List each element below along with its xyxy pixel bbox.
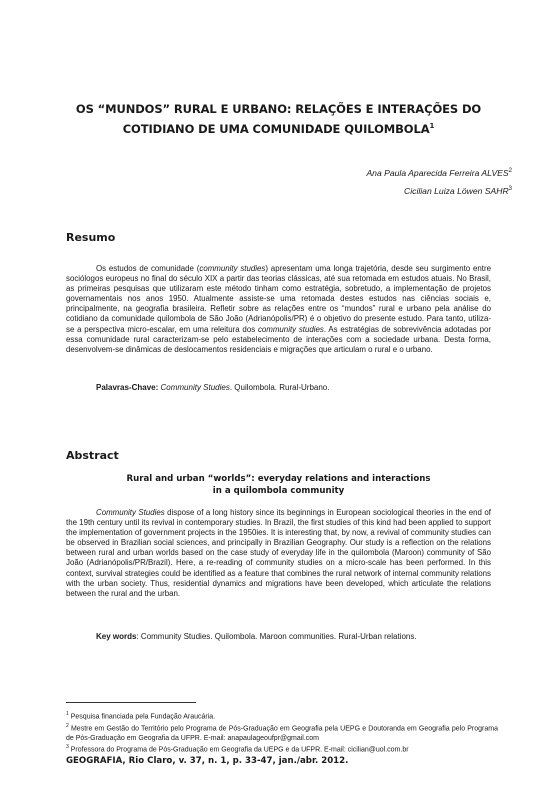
paper-title-line-2-text: COTIDIANO DE UMA COMUNIDADE QUILOMBOLA [122,121,430,136]
footnote-1-text: Pesquisa financiada pela Fundação Araucária. [70,713,216,721]
journal-footer: GEOGRAFIA, Rio Claro, v. 37, n. 1, p. 33-47, jan./abr. 2012. [66,756,349,766]
paper-title-line-2 [40,118,517,138]
paper-title [40,101,517,138]
abstract-text: dispose of a long history since its beginnings in European sociological theories in the end of the 19th century until its revival in contemporary studies. In Brazil, the first studies of this kind had been applied to support the implementation of government projects in the 1950ies. It is interesting that, by now, a revival of community studies can be observed in Brazilian social sciences, and principally in Brazilian Geography. Our study is a reflection on the relations between rural and urban worlds based on the case study of everyday life in the quilombola (Maroon) community of São João (Adrianópolis/PR/Brazil). Here, a re-reading of community studies on a micro-scale has been performed. In this context, survival strategies could be identified as a feature that combines the rural network of internal community relations with the urban society. Thus, residential dynamics and migrations have been developed, which articulate the relations between the rural and the urban. [66,508,491,598]
author-2-name: Cicilian Luiza Löwen SAHR [404,185,509,196]
abstract-keywords [96,632,417,641]
resumo-emphasis-1: community studies [199,264,266,273]
footnote-2-text: Mestre em Gestão do Território pelo Programa de Pós-Graduação em Geografia pela UEPG e Doutoranda em Geografia pelo Programa de Pós-Graduação em Geografia da UFPR. E-mail: anapaulageoufpr@gmail.com [66,725,498,742]
footnote-3-mark: 3 [66,744,69,750]
keywords-emphasis-pt: Community Studies [160,383,230,392]
resumo-body [66,264,491,355]
abstract-body [66,508,491,599]
resumo-text-1: Os estudos de comunidade ( [96,264,200,273]
abstract-heading: Abstract [66,449,119,462]
resumo-heading: Resumo [66,231,116,244]
resumo-text-3: . As estratégias de sobrevivência adotadas por essa comunidade rural caracterizam-se pelo estabelecimento de interações com a sociedade urbana. Desta forma, desenvolvem-se dinâmicas de deslocamentos residenciais e migrações que articulam o rural e o urbano. [66,324,491,354]
footnote-ref-3: 3 [508,185,512,192]
abstract-title-line-1: Rural and urban “worlds”: everyday relations and interactions [126,474,431,484]
resumo-emphasis-2: community studies [257,324,324,334]
footnote-1 [66,710,498,722]
abstract-title [66,473,491,497]
footnote-2 [66,722,498,743]
paper-title-line-1: OS “MUNDOS” RURAL E URBANO: RELAÇÕES E INTERAÇÕES DO [75,102,482,116]
author-list [366,163,512,199]
abstract-title-line-2: in a quilombola community [212,486,345,496]
footnote-2-mark: 2 [66,723,69,729]
resumo-keywords [96,383,329,392]
abstract-emphasis: Community Studies [96,508,165,517]
author-2 [366,181,512,199]
footnote-3-text: Professora do Programa de Pós-Graduação em Geografia da UEPG e da UFPR. E-mail: cicilian@uol.com.br [70,746,409,754]
footnote-1-mark: 1 [66,711,69,717]
keywords-text-en: : Community Studies. Quilombola. Maroon communities. Rural-Urban relations. [136,632,417,641]
author-1-name: Ana Paula Aparecida Ferreira ALVES [366,167,509,178]
keywords-label-pt: Palavras-Chave: [96,383,159,392]
resumo-paragraph [66,264,491,355]
footnote-ref-2: 2 [508,168,512,174]
resumo-text-2: ) apresentam uma longa trajetória, desde seu surgimento entre sociólogos europeus no final do século XIX a partir das teorias clássicas, até sua retomada em estudos atuais. No Brasil, as primeiras pesquisas que utilizaram este método tinham como estratégia, sobretudo, a implementação de projetos governamentais nos anos 1950. Atualmente assiste-se uma retomada destes estudos nas ciências sociais e, principalmente, na geografia brasileira. Refletir sobre as relações entre os “mundos” rural e urbano pela análise do cotidiano da comunidade quilombola de São João (Adrianópolis/PR) é o objetivo do presente estudo. Para tanto, utiliza-se a perspectiva micro-escalar, em uma releitura dos [66,264,491,334]
footnote-3 [66,743,498,755]
footnote-ref-1: 1 [429,122,435,130]
keywords-label-en: Key words [96,632,137,641]
keywords-text-pt: . Quilombola. Rural-Urbano. [229,383,330,392]
author-1 [366,163,512,181]
footnote-divider [66,702,196,703]
abstract-paragraph [66,508,491,599]
